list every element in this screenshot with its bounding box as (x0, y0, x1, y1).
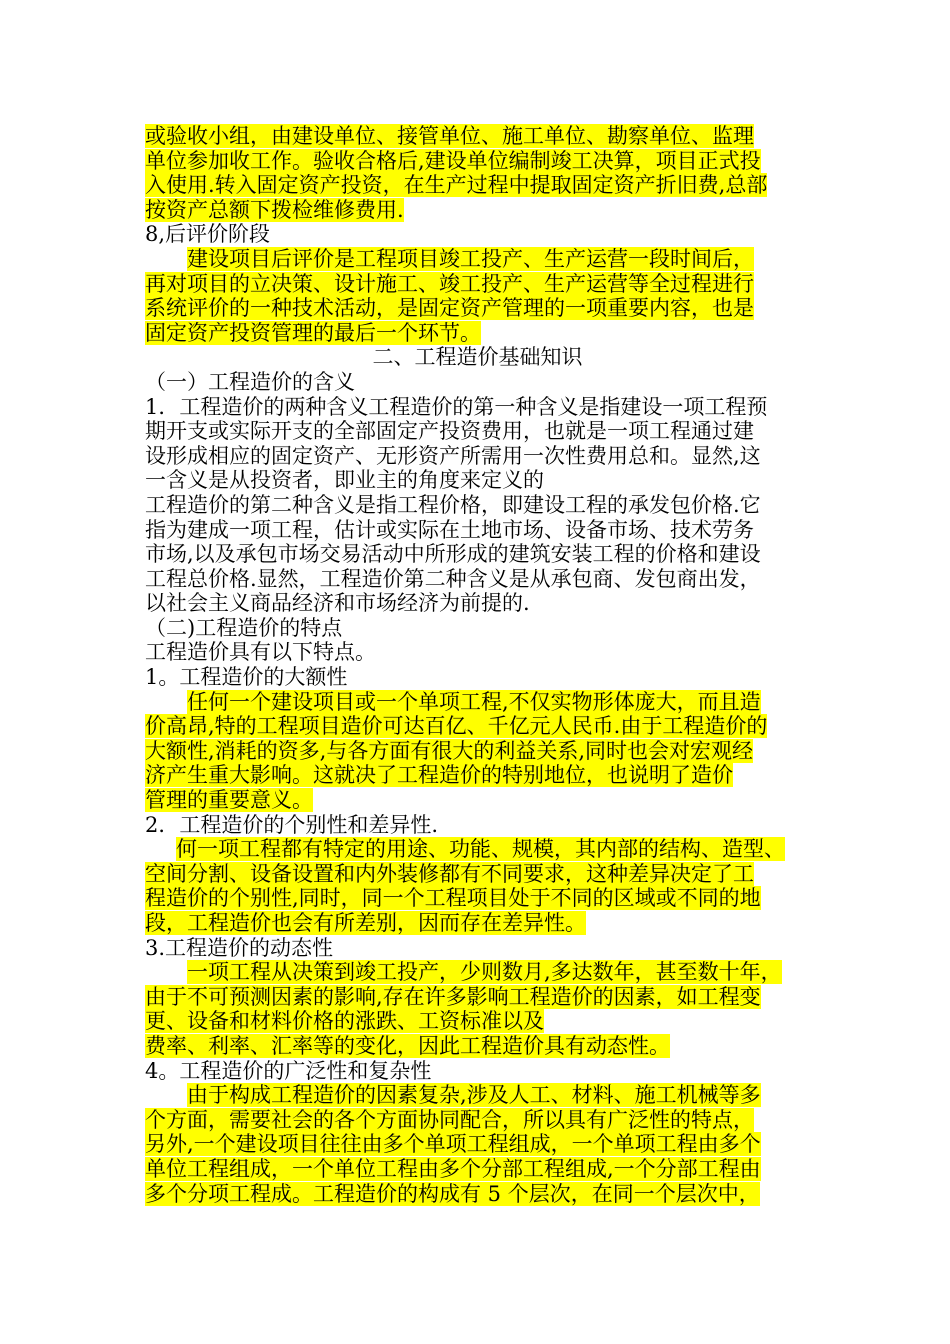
text-line (145, 149, 810, 174)
text-line (145, 985, 810, 1010)
highlighted-text: 固定资产投资管理的最后一个环节。 (145, 320, 481, 345)
text-line (145, 936, 810, 961)
line-text: 一含义是从投资者，即业主的角度来定义的 (145, 468, 544, 493)
line-text: 2．工程造价的个别性和差异性. (145, 812, 439, 837)
text-line (145, 591, 810, 616)
text-line (145, 518, 810, 543)
line-text: 1．工程造价的两种含义工程造价的第一种含义是指建设一项工程预 (145, 394, 768, 419)
highlighted-text: 空间分割、设备设置和内外装修都有不同要求，这种差异决定了工 (145, 861, 754, 886)
line-text: 二、工程造价基础知识 (372, 345, 583, 370)
line-text: 以社会主义商品经济和市场经济为前提的. (145, 591, 530, 616)
text-line (145, 247, 810, 272)
line-text: 工程造价具有以下特点。 (145, 640, 376, 665)
line-text: 工程总价格.显然，工程造价第二种含义是从承包商、发包商出发， (145, 566, 761, 591)
highlighted-text: 多个分项工程成。工程造价的构成有 5 个层次，在同一个层次中， (145, 1181, 760, 1206)
line-text: 3.工程造价的动态性 (145, 935, 334, 960)
highlighted-text: 由于构成工程造价的因素复杂,涉及人工、材料、施工机械等多 (187, 1083, 761, 1108)
highlighted-text: 另外,一个建设项目往往由多个单项工程组成，一个单项工程由多个 (145, 1132, 761, 1157)
highlighted-text: 单位参加收工作。验收合格后,建设单位编制竣工决算，项目正式投 (145, 148, 761, 173)
document-body (145, 124, 810, 1206)
highlighted-text: 或验收小组，由建设单位、接管单位、施工单位、勘察单位、监理 (145, 124, 754, 148)
highlighted-text: 一项工程从决策到竣工投产，少则数月,多达数年，甚至数十年， (187, 960, 782, 985)
line-text: 设形成相应的固定资产、无形资产所需用一次性费用总和。显然,这 (145, 443, 761, 468)
text-line (145, 739, 810, 764)
highlighted-text: 段，工程造价也会有所差别，因而存在差异性。 (145, 911, 586, 935)
text-line (145, 960, 810, 985)
line-text: 工程造价的第二种含义是指工程价格，即建设工程的承发包价格.它 (145, 492, 761, 517)
line-text: 期开支或实际开支的全部固定产投资费用，也就是一项工程通过建 (145, 419, 754, 444)
line-text: （一）工程造价的含义 (145, 369, 355, 394)
highlighted-text: 由于不可预测因素的影响,存在许多影响工程造价的因素，如工程变 (145, 984, 761, 1009)
highlighted-text: 何一项工程都有特定的用途、功能、规模，其内部的结构、造型、 (176, 837, 785, 862)
highlighted-text: 更、设备和材料价格的涨跌、工资标准以及 (145, 1009, 544, 1034)
text-line (145, 444, 810, 469)
highlighted-text: 费率、利率、汇率等的变化，因此工程造价具有动态性。 (145, 1033, 670, 1058)
text-line (145, 1009, 810, 1034)
highlighted-text: 单位工程组成，一个单位工程由多个分部工程组成,一个分部工程由 (145, 1156, 761, 1181)
text-line (145, 640, 810, 665)
text-line (145, 345, 810, 370)
text-line (145, 222, 810, 247)
text-line (145, 788, 810, 813)
text-line (145, 616, 810, 641)
text-line (145, 837, 810, 862)
line-text: 8,后评价阶段 (145, 222, 271, 247)
text-line (145, 395, 810, 420)
text-line (145, 714, 810, 739)
highlighted-text: 系统评价的一种技术活动，是固定资产管理的一项重要内容，也是 (145, 296, 754, 321)
highlighted-text: 任何一个建设项目或一个单项工程,不仅实物形体庞大，而且造 (187, 689, 761, 714)
text-line (145, 690, 810, 715)
text-line (145, 468, 810, 493)
line-text: 指为建成一项工程，估计或实际在土地市场、设备市场、技术劳务 (145, 517, 754, 542)
text-line (145, 493, 810, 518)
text-line (145, 813, 810, 838)
text-line (145, 911, 810, 936)
highlighted-text: 管理的重要意义。 (145, 788, 313, 813)
text-line (145, 173, 810, 198)
line-text: 4。工程造价的广泛性和复杂性 (145, 1058, 432, 1083)
text-line (145, 862, 810, 887)
text-line (145, 567, 810, 592)
highlighted-text: 大额性,消耗的资多,与各方面有很大的利益关系,同时也会对宏观经 (145, 738, 754, 763)
text-line (145, 272, 810, 297)
text-line (145, 1083, 810, 1108)
text-line (145, 296, 810, 321)
text-line (145, 370, 810, 395)
text-line (145, 124, 810, 149)
text-line (145, 419, 810, 444)
text-line (145, 1157, 810, 1182)
highlighted-text: 按资产总额下拨检维修费用. (145, 197, 404, 222)
highlighted-text: 建设项目后评价是工程项目竣工投产、生产运营一段时间后， (187, 246, 754, 271)
text-line (145, 886, 810, 911)
text-line (145, 1034, 810, 1059)
highlighted-text: 个方面，需要社会的各个方面协同配合，所以具有广泛性的特点， (145, 1107, 754, 1132)
highlighted-text: 入使用.转入固定资产投资，在生产过程中提取固定资产折旧费,总部 (145, 173, 768, 198)
text-line (145, 1132, 810, 1157)
text-line (145, 542, 810, 567)
text-line (145, 321, 810, 346)
text-line (145, 665, 810, 690)
line-text: 1。工程造价的大额性 (145, 665, 348, 690)
text-line (145, 1059, 810, 1084)
highlighted-text: 价高昂,特的工程项目造价可达百亿、千亿元人民币.由于工程造价的 (145, 714, 768, 739)
text-line (145, 1108, 810, 1133)
highlighted-text: 程造价的个别性,同时，同一个工程项目处于不同的区域或不同的地 (145, 886, 761, 911)
line-text: 市场,以及承包市场交易活动中所形成的建筑安装工程的价格和建设 (145, 542, 761, 567)
text-line (145, 198, 810, 223)
line-text: （二)工程造价的特点 (145, 615, 343, 640)
text-line (145, 763, 810, 788)
highlighted-text: 济产生重大影响。这就决了工程造价的特别地位，也说明了造价 (145, 763, 733, 788)
highlighted-text: 再对项目的立决策、设计施工、竣工投产、生产运营等全过程进行 (145, 271, 754, 296)
text-line (145, 1182, 810, 1207)
